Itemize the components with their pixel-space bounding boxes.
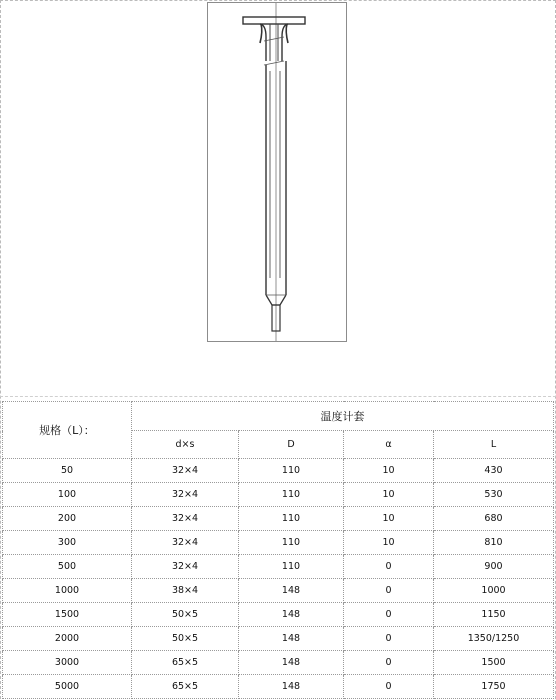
row-header-spec: 规格（L）： [3, 402, 132, 459]
cell-L: 680 [434, 507, 554, 531]
table-row [3, 651, 554, 675]
table-row [3, 483, 554, 507]
cell-alpha: 0 [344, 603, 434, 627]
cell-alpha: 0 [344, 555, 434, 579]
thermowell-drawing [207, 2, 347, 342]
cell-ds: 38×4 [132, 579, 239, 603]
cell-D: 148 [239, 651, 344, 675]
cell-alpha: 10 [344, 483, 434, 507]
weld-left [260, 24, 262, 43]
cell-L: 530 [434, 483, 554, 507]
cell-D: 110 [239, 531, 344, 555]
cell-spec: 2000 [3, 627, 132, 651]
cell-spec: 1500 [3, 603, 132, 627]
cell-spec: 1000 [3, 579, 132, 603]
cell-D: 110 [239, 459, 344, 483]
cell-ds: 32×4 [132, 483, 239, 507]
cell-ds: 32×4 [132, 459, 239, 483]
col-header-ds: d×s [132, 431, 239, 459]
table-header-row [3, 402, 554, 431]
cell-L: 430 [434, 459, 554, 483]
cell-L: 1150 [434, 603, 554, 627]
cell-alpha: 0 [344, 627, 434, 651]
cell-D: 148 [239, 675, 344, 699]
table-row [3, 507, 554, 531]
table-row [3, 627, 554, 651]
table-row [3, 603, 554, 627]
table-row [3, 579, 554, 603]
cell-alpha: 0 [344, 651, 434, 675]
table-row [3, 675, 554, 699]
cell-alpha: 0 [344, 675, 434, 699]
cell-D: 148 [239, 603, 344, 627]
cell-spec: 200 [3, 507, 132, 531]
cell-D: 110 [239, 555, 344, 579]
cell-spec: 3000 [3, 651, 132, 675]
spec-table [2, 401, 554, 699]
separator-line [0, 396, 556, 397]
cell-alpha: 10 [344, 531, 434, 555]
col-header-D: D [239, 431, 344, 459]
cell-spec: 50 [3, 459, 132, 483]
group-header-thermowell: 温度计套 [132, 402, 554, 431]
cell-D: 148 [239, 627, 344, 651]
weld-right [286, 24, 288, 43]
break-line-2 [264, 61, 284, 65]
table-row [3, 555, 554, 579]
cell-L: 1000 [434, 579, 554, 603]
cell-L: 1750 [434, 675, 554, 699]
col-header-alpha: α [344, 431, 434, 459]
cell-L: 810 [434, 531, 554, 555]
cell-ds: 50×5 [132, 603, 239, 627]
col-header-L: L [434, 431, 554, 459]
cell-spec: 100 [3, 483, 132, 507]
cell-ds: 65×5 [132, 651, 239, 675]
cell-spec: 500 [3, 555, 132, 579]
cell-D: 110 [239, 483, 344, 507]
cell-D: 110 [239, 507, 344, 531]
cell-spec: 300 [3, 531, 132, 555]
flange-plate [243, 17, 305, 24]
cell-alpha: 10 [344, 507, 434, 531]
cell-spec: 5000 [3, 675, 132, 699]
break-line-1 [264, 37, 284, 41]
cell-ds: 65×5 [132, 675, 239, 699]
table-row [3, 459, 554, 483]
cell-ds: 32×4 [132, 555, 239, 579]
thermowell-diagram [208, 3, 346, 341]
cell-L: 900 [434, 555, 554, 579]
cell-L: 1500 [434, 651, 554, 675]
cell-D: 148 [239, 579, 344, 603]
table-row [3, 531, 554, 555]
cell-alpha: 10 [344, 459, 434, 483]
cell-alpha: 0 [344, 579, 434, 603]
cell-L: 1350/1250 [434, 627, 554, 651]
cell-ds: 32×4 [132, 531, 239, 555]
cell-ds: 50×5 [132, 627, 239, 651]
cell-ds: 32×4 [132, 507, 239, 531]
